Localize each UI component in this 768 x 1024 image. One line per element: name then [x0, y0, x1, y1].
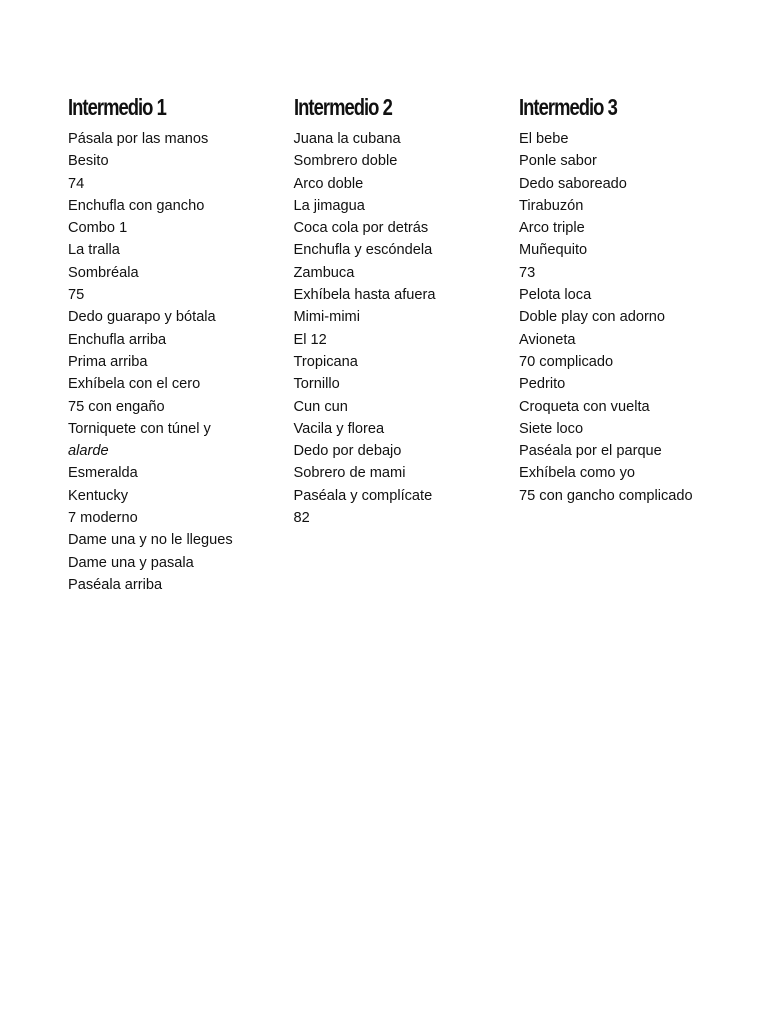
- list-item: Coca cola por detrás: [293, 220, 429, 237]
- list-item: Tropicana: [293, 353, 358, 370]
- list-item: Cun cun: [293, 398, 348, 415]
- list-item: Avioneta: [519, 331, 576, 348]
- list-item: Combo 1: [68, 220, 128, 237]
- list-item: 70 complicado: [519, 353, 614, 370]
- list-item: Sombréala: [68, 264, 139, 281]
- list-item: Pásala por las manos: [68, 131, 209, 147]
- list-item: Exhíbela hasta afuera: [293, 287, 436, 304]
- list-item: Dedo guarapo y bótala: [68, 309, 216, 326]
- list-item: Zambuca: [293, 264, 355, 281]
- list-item: Muñequito: [519, 242, 588, 259]
- list-item: 75 con engaño: [68, 398, 165, 415]
- list-item: Arco doble: [293, 175, 364, 192]
- columns-container: [68, 93, 745, 596]
- move-list: [294, 128, 520, 529]
- column-title: Intermedio 1: [68, 94, 166, 120]
- list-item: Exhíbela como yo: [519, 465, 636, 482]
- list-item: 75: [68, 287, 85, 304]
- list-item: Paséala por el parque: [519, 443, 662, 460]
- list-item: Doble play con adorno: [519, 309, 666, 326]
- list-item: 7 moderno: [68, 510, 138, 527]
- list-item: Exhíbela con el cero: [68, 376, 201, 393]
- list-item: 73: [519, 264, 536, 281]
- list-item: Paséala arriba: [68, 576, 163, 593]
- list-item: Kentucky: [68, 487, 129, 504]
- list-item: Mimi-mimi: [293, 309, 360, 326]
- list-item: Vacila y florea: [293, 420, 385, 437]
- list-item: 82: [293, 510, 310, 527]
- list-item: El 12: [293, 331, 327, 348]
- column-intermedio-2: [294, 93, 520, 596]
- column-intermedio-3: [519, 93, 745, 596]
- list-item: Dame una y no le llegues: [68, 532, 233, 549]
- list-item: Torniquete con túnel y: [68, 420, 211, 437]
- list-item: Dame una y pasala: [68, 554, 194, 571]
- list-item: Dedo por debajo: [293, 443, 402, 460]
- list-item: 74: [68, 175, 85, 192]
- list-item: Enchufla y escóndela: [293, 242, 433, 259]
- list-item: Sobrero de mami: [293, 465, 406, 482]
- column-title: Intermedio 2: [293, 94, 392, 120]
- list-item: Tornillo: [293, 376, 340, 393]
- list-item: Siete loco: [519, 420, 584, 437]
- list-item: Pelota loca: [519, 287, 592, 304]
- list-item: Paséala y complícate: [293, 487, 433, 504]
- column-intermedio-1: [68, 93, 294, 596]
- list-item: Arco triple: [519, 220, 585, 237]
- list-item: Enchufla con gancho: [68, 197, 205, 214]
- list-item: 75 con gancho complicado: [519, 487, 693, 504]
- move-list: [519, 128, 745, 507]
- list-item: Enchufla arriba: [68, 331, 167, 348]
- list-item: La tralla: [68, 242, 120, 259]
- list-item: Croqueta con vuelta: [519, 398, 650, 415]
- list-item: Prima arriba: [68, 353, 148, 370]
- list-item: Ponle sabor: [519, 153, 597, 170]
- list-item-continuation: alarde: [68, 443, 109, 460]
- column-title: Intermedio 3: [519, 94, 617, 120]
- list-item: El bebe: [519, 131, 569, 147]
- list-item: Dedo saboreado: [519, 175, 627, 192]
- list-item: La jimagua: [293, 197, 365, 214]
- list-item: Sombrero doble: [293, 153, 398, 170]
- list-item: Tirabuzón: [519, 197, 584, 214]
- list-item: Juana la cubana: [293, 131, 401, 147]
- list-item: Besito: [68, 153, 109, 170]
- move-list: [68, 128, 294, 596]
- list-item: Pedrito: [519, 376, 566, 393]
- list-item: Esmeralda: [68, 465, 138, 482]
